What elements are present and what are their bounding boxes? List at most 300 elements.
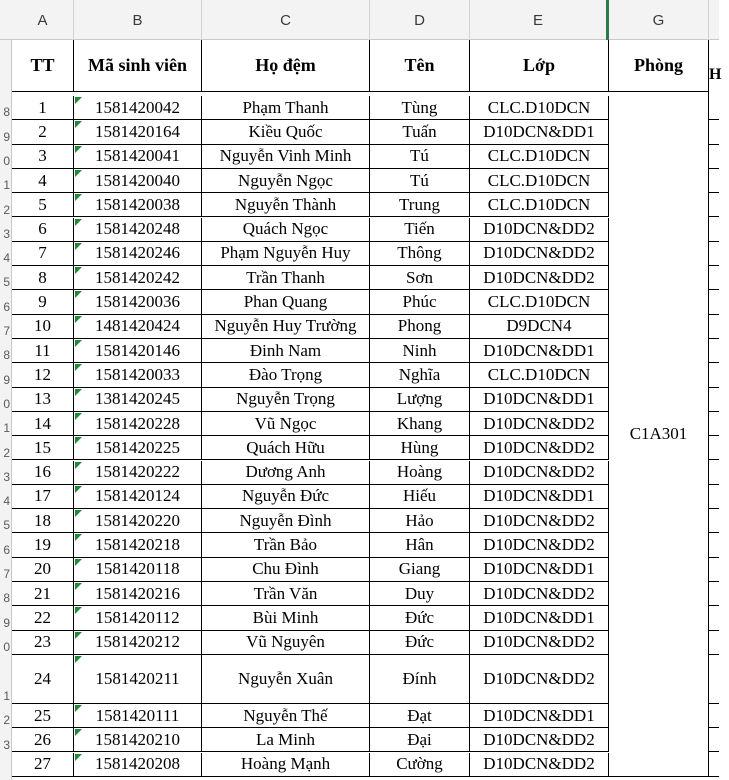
column-letter-g[interactable]: G — [609, 0, 709, 40]
header-lop[interactable]: Lớp — [470, 40, 609, 92]
cell-extra[interactable] — [709, 315, 719, 339]
cell-ma-sinh-vien[interactable] — [74, 631, 202, 655]
cell-ma-sinh-vien[interactable] — [74, 193, 202, 217]
cell-extra[interactable] — [709, 753, 719, 777]
cell-extra[interactable] — [709, 655, 719, 704]
row-number[interactable]: 6 — [3, 542, 10, 557]
cell-tt[interactable] — [12, 655, 74, 704]
column-header-strip — [0, 0, 719, 40]
cell-ten[interactable] — [370, 242, 470, 266]
cell-tt[interactable] — [12, 145, 74, 169]
cell-ten-text: Trung — [399, 194, 440, 214]
row-number[interactable]: 1 — [3, 178, 10, 193]
cell-lop-text: D10DCN&DD2 — [483, 754, 595, 774]
cell-ho-dem[interactable] — [202, 631, 370, 655]
cell-ho-dem[interactable] — [202, 193, 370, 217]
cell-ma-sinh-vien-text: 1581420118 — [95, 559, 180, 579]
cell-ma-sinh-vien[interactable] — [74, 436, 202, 460]
cell-ten[interactable] — [370, 582, 470, 606]
header-phong[interactable]: Phòng — [609, 40, 709, 92]
cell-ten[interactable] — [370, 169, 470, 193]
number-as-text-indicator-icon — [75, 97, 82, 104]
cell-ho-dem-text: La Minh — [255, 729, 316, 749]
header-extra-column[interactable]: H — [709, 66, 722, 83]
cell-tt-text: 5 — [38, 194, 47, 214]
cell-tt[interactable] — [12, 266, 74, 290]
row-number[interactable]: 5 — [3, 518, 10, 533]
number-as-text-indicator-icon — [75, 437, 82, 444]
cell-tt[interactable] — [12, 242, 74, 266]
cell-ho-dem[interactable] — [202, 558, 370, 582]
cell-ma-sinh-vien[interactable] — [74, 145, 202, 169]
cell-ma-sinh-vien-text: 1581420210 — [95, 729, 180, 749]
cell-ma-sinh-vien[interactable] — [74, 753, 202, 777]
row-number[interactable]: 2 — [3, 202, 10, 217]
cell-ho-dem[interactable] — [202, 242, 370, 266]
number-as-text-indicator-icon — [75, 219, 82, 226]
cell-lop[interactable] — [470, 169, 609, 193]
cell-ho-dem[interactable] — [202, 461, 370, 485]
cell-ma-sinh-vien[interactable] — [74, 655, 202, 704]
cell-lop[interactable] — [470, 193, 609, 217]
row-number[interactable]: 8 — [3, 591, 10, 606]
cell-lop[interactable] — [470, 218, 609, 242]
cell-ma-sinh-vien[interactable] — [74, 533, 202, 557]
cell-extra[interactable] — [709, 266, 719, 290]
cell-ten-text: Duy — [404, 583, 435, 603]
cell-tt[interactable] — [12, 218, 74, 242]
column-letter-e[interactable]: E — [470, 0, 609, 40]
cell-ho-dem[interactable] — [202, 728, 370, 752]
cell-ho-dem-text: Nguyễn Thành — [234, 194, 337, 214]
number-as-text-indicator-icon — [75, 194, 82, 201]
cell-tt[interactable] — [12, 388, 74, 412]
cell-tt[interactable] — [12, 704, 74, 728]
cell-tt[interactable] — [12, 728, 74, 752]
cell-tt-text: 19 — [34, 535, 51, 555]
cell-ho-dem[interactable] — [202, 96, 370, 120]
number-as-text-indicator-icon — [75, 462, 82, 469]
cell-ho-dem[interactable] — [202, 315, 370, 339]
cell-ten-text: Cường — [396, 754, 443, 774]
row-number[interactable]: 8 — [3, 348, 10, 363]
cell-ten[interactable] — [370, 655, 470, 704]
cell-ho-dem[interactable] — [202, 582, 370, 606]
cell-tt-text: 14 — [34, 413, 51, 433]
cell-ma-sinh-vien-text: 1581420242 — [95, 267, 180, 287]
cell-tt[interactable] — [12, 485, 74, 509]
cell-lop[interactable] — [470, 242, 609, 266]
cell-ma-sinh-vien-text: 1581420218 — [95, 535, 180, 555]
cell-extra[interactable] — [709, 436, 719, 460]
cell-ten[interactable] — [370, 218, 470, 242]
cell-ho-dem[interactable] — [202, 363, 370, 387]
cell-extra[interactable] — [709, 145, 719, 169]
cell-ho-dem[interactable] — [202, 485, 370, 509]
cell-extra[interactable] — [709, 363, 719, 387]
cell-extra[interactable] — [709, 461, 719, 485]
cell-tt[interactable] — [12, 436, 74, 460]
cell-ten[interactable] — [370, 509, 470, 533]
cell-ma-sinh-vien[interactable] — [74, 242, 202, 266]
room-merged-cell[interactable]: C1A301 — [609, 92, 709, 777]
cell-tt[interactable] — [12, 509, 74, 533]
column-letter-d[interactable]: D — [370, 0, 470, 40]
cell-ma-sinh-vien[interactable] — [74, 412, 202, 436]
cell-ma-sinh-vien[interactable] — [74, 120, 202, 144]
cell-lop[interactable] — [470, 266, 609, 290]
cell-ho-dem-text: Hoàng Mạnh — [240, 754, 331, 774]
cell-tt[interactable] — [12, 96, 74, 120]
cell-lop-text: D10DCN&DD2 — [483, 668, 595, 688]
cell-lop[interactable] — [470, 315, 609, 339]
cell-ho-dem[interactable] — [202, 606, 370, 630]
cell-ma-sinh-vien[interactable] — [74, 218, 202, 242]
cell-extra[interactable] — [709, 218, 719, 242]
row-number[interactable]: 0 — [3, 153, 10, 168]
cell-lop[interactable] — [470, 388, 609, 412]
cell-ho-dem-text: Chu Đình — [252, 559, 319, 579]
cell-tt-text: 17 — [34, 486, 51, 506]
cell-tt[interactable] — [12, 339, 74, 363]
cell-ten[interactable] — [370, 704, 470, 728]
cell-ten[interactable] — [370, 315, 470, 339]
row-number[interactable]: 2 — [3, 445, 10, 460]
cell-ten[interactable] — [370, 266, 470, 290]
cell-tt[interactable] — [12, 193, 74, 217]
cell-ho-dem-text: Dương Anh — [245, 462, 326, 482]
cell-ten[interactable] — [370, 363, 470, 387]
row-number-gutter — [0, 40, 12, 780]
cell-lop[interactable] — [470, 558, 609, 582]
cell-ma-sinh-vien[interactable] — [74, 315, 202, 339]
cell-lop-text: D10DCN&DD2 — [483, 413, 595, 433]
cell-ho-dem[interactable] — [202, 753, 370, 777]
cell-ho-dem[interactable] — [202, 388, 370, 412]
cell-lop[interactable] — [470, 485, 609, 509]
cell-lop-text: CLC.D10DCN — [487, 292, 591, 312]
cell-ma-sinh-vien-text: 1581420248 — [95, 219, 180, 239]
row-number[interactable]: 3 — [3, 226, 10, 241]
cell-ma-sinh-vien[interactable] — [74, 461, 202, 485]
row-number[interactable]: 7 — [3, 567, 10, 581]
cell-tt-text: 18 — [34, 510, 51, 530]
header-tt[interactable]: TT — [12, 40, 74, 92]
cell-ten-text: Hân — [405, 535, 434, 555]
cell-lop-text: CLC.D10DCN — [487, 146, 591, 166]
cell-ma-sinh-vien[interactable] — [74, 582, 202, 606]
cell-ten[interactable] — [370, 96, 470, 120]
cell-ho-dem[interactable] — [202, 412, 370, 436]
cell-ten-text: Khang — [396, 413, 443, 433]
cell-extra[interactable] — [709, 120, 719, 144]
row-number[interactable]: 8 — [3, 105, 10, 120]
cell-ten[interactable] — [370, 606, 470, 630]
cell-ten-text: Hảo — [405, 510, 434, 530]
cell-ma-sinh-vien[interactable] — [74, 339, 202, 363]
header-ho-dem[interactable]: Họ đệm — [202, 40, 370, 92]
cell-lop[interactable] — [470, 704, 609, 728]
cell-ten[interactable] — [370, 290, 470, 314]
number-as-text-indicator-icon — [75, 559, 82, 566]
cell-ten[interactable] — [370, 461, 470, 485]
cell-ho-dem-text: Trần Văn — [253, 583, 318, 603]
cell-ten[interactable] — [370, 388, 470, 412]
cell-ho-dem[interactable] — [202, 290, 370, 314]
cell-ma-sinh-vien-text: 1581420033 — [95, 364, 180, 384]
cell-ho-dem-text: Nguyễn Ngọc — [238, 170, 333, 190]
cell-ten[interactable] — [370, 533, 470, 557]
cell-extra[interactable] — [709, 558, 719, 582]
cell-ho-dem[interactable] — [202, 120, 370, 144]
cell-lop[interactable] — [470, 533, 609, 557]
cell-tt[interactable] — [12, 558, 74, 582]
cell-ma-sinh-vien[interactable] — [74, 388, 202, 412]
cell-lop[interactable] — [470, 461, 609, 485]
row-number[interactable]: 9 — [3, 129, 10, 144]
number-as-text-indicator-icon — [75, 510, 82, 517]
cell-ten-text: Đính — [402, 668, 437, 688]
cell-tt[interactable] — [12, 363, 74, 387]
cell-lop[interactable] — [470, 339, 609, 363]
cell-extra[interactable] — [709, 582, 719, 606]
number-as-text-indicator-icon — [75, 413, 82, 420]
cell-ma-sinh-vien-text: 1581420216 — [95, 583, 180, 603]
cell-ma-sinh-vien[interactable] — [74, 509, 202, 533]
number-as-text-indicator-icon — [75, 656, 82, 663]
number-as-text-indicator-icon — [75, 364, 82, 371]
row-number[interactable]: 0 — [3, 396, 10, 411]
cell-ho-dem-text: Kiều Quốc — [248, 121, 323, 141]
cell-ho-dem[interactable] — [202, 704, 370, 728]
row-number[interactable]: 4 — [3, 494, 10, 509]
cell-tt[interactable] — [12, 606, 74, 630]
cell-extra[interactable] — [709, 728, 719, 752]
cell-ma-sinh-vien[interactable] — [74, 96, 202, 120]
cell-ten-text: Thông — [397, 243, 442, 263]
cell-ten[interactable] — [370, 558, 470, 582]
column-letter-c[interactable]: C — [202, 0, 370, 40]
cell-tt[interactable] — [12, 631, 74, 655]
number-as-text-indicator-icon — [75, 340, 82, 347]
cell-ten[interactable] — [370, 120, 470, 144]
cell-ma-sinh-vien[interactable] — [74, 558, 202, 582]
cell-lop-text: D10DCN&DD1 — [483, 607, 595, 627]
cell-ho-dem-text: Nguyễn Vinh Minh — [219, 146, 352, 166]
cell-ma-sinh-vien[interactable] — [74, 485, 202, 509]
row-number[interactable]: 6 — [3, 299, 10, 314]
number-as-text-indicator-icon — [75, 267, 82, 274]
cell-ma-sinh-vien-text: 1481420424 — [95, 316, 180, 336]
cell-extra[interactable] — [709, 606, 719, 630]
cell-ten-text: Tuấn — [402, 121, 437, 141]
cell-lop[interactable] — [470, 753, 609, 777]
cell-extra[interactable] — [709, 169, 719, 193]
cell-extra[interactable] — [709, 509, 719, 533]
cell-ho-dem-text: Vũ Nguyên — [246, 632, 325, 652]
cell-ten[interactable] — [370, 145, 470, 169]
cell-lop[interactable] — [470, 655, 609, 704]
cell-ten[interactable] — [370, 631, 470, 655]
cell-ten[interactable] — [370, 193, 470, 217]
cell-lop-text: D10DCN&DD2 — [483, 437, 595, 457]
cell-extra[interactable] — [709, 388, 719, 412]
cell-lop[interactable] — [470, 631, 609, 655]
cell-ten-text: Ninh — [402, 340, 437, 360]
cell-extra[interactable] — [709, 412, 719, 436]
cell-ma-sinh-vien-text: 1581420222 — [95, 462, 180, 482]
cell-lop-text: CLC.D10DCN — [487, 194, 591, 214]
cell-lop[interactable] — [470, 120, 609, 144]
cell-ten-text: Tú — [410, 146, 429, 166]
row-number[interactable]: 0 — [3, 639, 10, 654]
cell-ten[interactable] — [370, 339, 470, 363]
column-letter-b[interactable]: B — [74, 0, 202, 40]
cell-tt-text: 8 — [38, 267, 47, 287]
cell-ten[interactable] — [370, 412, 470, 436]
row-number[interactable]: 4 — [3, 251, 10, 266]
cell-ho-dem-text: Phạm Thanh — [242, 97, 329, 117]
cell-ten-text: Sơn — [406, 267, 433, 287]
cell-lop-text: D10DCN&DD1 — [483, 340, 595, 360]
row-number[interactable]: 3 — [3, 737, 10, 752]
cell-ho-dem-text: Nguyễn Đức — [241, 486, 330, 506]
cell-lop[interactable] — [470, 363, 609, 387]
cell-extra[interactable] — [709, 339, 719, 363]
cell-extra[interactable] — [709, 704, 719, 728]
cell-ten-text: Tiến — [404, 219, 435, 239]
header-ma-sinh-vien[interactable]: Mã sinh viên — [74, 40, 202, 92]
cell-ho-dem[interactable] — [202, 169, 370, 193]
cell-ho-dem-text: Trần Thanh — [246, 267, 325, 287]
cell-tt[interactable] — [12, 582, 74, 606]
number-as-text-indicator-icon — [75, 705, 82, 712]
cell-lop[interactable] — [470, 606, 609, 630]
cell-ten-text: Đạt — [407, 705, 432, 725]
cell-tt[interactable] — [12, 533, 74, 557]
cell-ma-sinh-vien[interactable] — [74, 169, 202, 193]
cell-tt-text: 2 — [38, 121, 47, 141]
cell-ho-dem[interactable] — [202, 509, 370, 533]
cell-lop-text: D10DCN&DD1 — [483, 121, 595, 141]
cell-ho-dem[interactable] — [202, 533, 370, 557]
cell-ho-dem[interactable] — [202, 339, 370, 363]
cell-ma-sinh-vien-text: 1581420036 — [95, 292, 180, 312]
cell-ho-dem[interactable] — [202, 655, 370, 704]
cell-ho-dem[interactable] — [202, 266, 370, 290]
cell-tt[interactable] — [12, 461, 74, 485]
cell-extra[interactable] — [709, 485, 719, 509]
number-as-text-indicator-icon — [75, 583, 82, 590]
cell-tt-text: 9 — [38, 292, 47, 312]
cell-tt-text: 3 — [38, 146, 47, 166]
cell-extra[interactable] — [709, 290, 719, 314]
cell-lop[interactable] — [470, 509, 609, 533]
column-letter-a[interactable]: A — [12, 0, 74, 40]
row-number[interactable]: 3 — [3, 469, 10, 484]
cell-lop-text: D10DCN&DD1 — [483, 486, 595, 506]
cell-ma-sinh-vien-text: 1581420208 — [95, 754, 180, 774]
number-as-text-indicator-icon — [75, 729, 82, 736]
cell-extra[interactable] — [709, 96, 719, 120]
cell-tt[interactable] — [12, 315, 74, 339]
cell-ma-sinh-vien[interactable] — [74, 728, 202, 752]
number-as-text-indicator-icon — [75, 291, 82, 298]
header-ten[interactable]: Tên — [370, 40, 470, 92]
cell-ma-sinh-vien[interactable] — [74, 266, 202, 290]
row-number[interactable]: 9 — [3, 615, 10, 630]
cell-lop-text: D10DCN&DD2 — [483, 510, 595, 530]
cell-lop[interactable] — [470, 145, 609, 169]
cell-ma-sinh-vien-text: 1581420212 — [95, 632, 180, 652]
cell-tt-text: 7 — [38, 243, 47, 263]
cell-tt[interactable] — [12, 412, 74, 436]
cell-extra[interactable] — [709, 242, 719, 266]
cell-lop[interactable] — [470, 96, 609, 120]
row-number[interactable]: 1 — [3, 421, 10, 436]
cell-lop-text: D10DCN&DD2 — [483, 243, 595, 263]
cell-lop[interactable] — [470, 412, 609, 436]
cell-ten[interactable] — [370, 436, 470, 460]
number-as-text-indicator-icon — [75, 607, 82, 614]
cell-ma-sinh-vien[interactable] — [74, 290, 202, 314]
cell-tt[interactable] — [12, 753, 74, 777]
cell-ho-dem-text: Bùi Minh — [252, 607, 319, 627]
cell-lop-text: D10DCN&DD2 — [483, 632, 595, 652]
cell-lop[interactable] — [470, 582, 609, 606]
row-number[interactable]: 5 — [3, 275, 10, 290]
cell-extra[interactable] — [709, 193, 719, 217]
cell-tt-text: 22 — [34, 607, 51, 627]
row-number[interactable]: 7 — [3, 324, 10, 338]
cell-ten[interactable] — [370, 753, 470, 777]
cell-ten-text: Hoàng — [396, 462, 443, 482]
cell-ten[interactable] — [370, 485, 470, 509]
cell-ma-sinh-vien[interactable] — [74, 363, 202, 387]
cell-ten-text: Đức — [404, 632, 435, 652]
number-as-text-indicator-icon — [75, 486, 82, 493]
cell-ho-dem[interactable] — [202, 218, 370, 242]
cell-extra[interactable] — [709, 631, 719, 655]
cell-ma-sinh-vien[interactable] — [74, 704, 202, 728]
cell-ho-dem-text: Nguyễn Xuân — [238, 668, 333, 688]
row-number[interactable]: 9 — [3, 372, 10, 387]
cell-ma-sinh-vien-text: 1581420112 — [95, 607, 180, 627]
cell-ma-sinh-vien-text: 1381420245 — [95, 389, 180, 409]
cell-ma-sinh-vien-text: 1581420124 — [95, 486, 180, 506]
cell-ten-text: Hùng — [400, 437, 439, 457]
cell-ma-sinh-vien[interactable] — [74, 606, 202, 630]
cell-lop[interactable] — [470, 728, 609, 752]
cell-lop[interactable] — [470, 436, 609, 460]
cell-tt[interactable] — [12, 169, 74, 193]
cell-extra[interactable] — [709, 533, 719, 557]
cell-lop-text: D10DCN&DD2 — [483, 729, 595, 749]
cell-ho-dem[interactable] — [202, 436, 370, 460]
cell-tt-text: 26 — [34, 729, 51, 749]
cell-tt[interactable] — [12, 290, 74, 314]
cell-ma-sinh-vien-text: 1581420040 — [95, 170, 180, 190]
row-number[interactable]: 1 — [3, 688, 10, 703]
cell-ho-dem-text: Đinh Nam — [249, 340, 322, 360]
cell-ho-dem[interactable] — [202, 145, 370, 169]
row-number[interactable]: 2 — [3, 713, 10, 728]
cell-ho-dem-text: Trần Bảo — [253, 535, 318, 555]
cell-lop[interactable] — [470, 290, 609, 314]
cell-tt[interactable] — [12, 120, 74, 144]
cell-ten-text: Đức — [404, 607, 435, 627]
cell-ten[interactable] — [370, 728, 470, 752]
